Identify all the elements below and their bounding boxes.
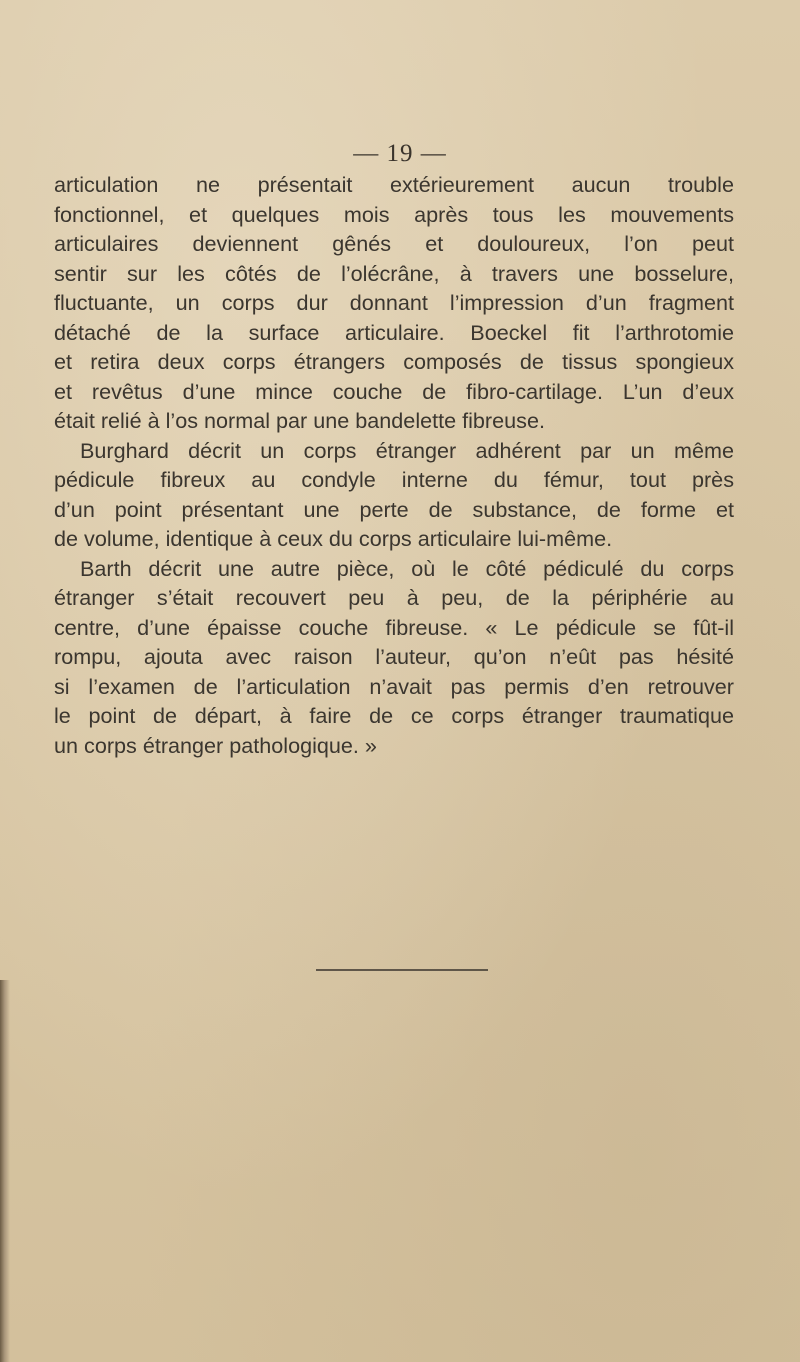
text-line: d’un point présentant une perte de substance, de forme et [54,496,734,522]
text-line: articulation ne présentait extérieurement aucun trouble [54,172,734,197]
text-line: le point de départ, à faire de ce corps étranger traumatique [54,703,734,728]
text-line: Burghard décrit un corps étranger adhérent par un même [80,437,734,463]
text-line: et retira deux corps étrangers composés de tissus spongieux [54,349,734,374]
page-edge-shadow [0,980,10,1362]
text-line: détaché de la surface articulaire. Boeckel fit l’arthrotomie [54,319,734,345]
text-line: et revêtus d’une mince couche de fibro-cartilage. L’un d’eux [54,378,734,404]
text-line: articulaires deviennent gênés et douloureux, l’on peut [54,231,734,256]
text-line: fonctionnel, et quelques mois après tous les mouvements [54,201,734,227]
text-line: rompu, ajouta avec raison l’auteur, qu’on n’eût pas hésité [54,644,734,669]
text-line: pédicule fibreux au condyle interne du fémur, tout près [54,467,734,492]
text-line: sentir sur les côtés de l’olécrâne, à travers une bosselure, [54,260,734,286]
body-text [54,170,734,760]
text-line: un corps étranger pathologique. » [54,732,377,758]
text-line: étranger s’était recouvert peu à peu, de la périphérie au [54,585,734,610]
text-line: fluctuante, un corps dur donnant l’impression d’un fragment [54,290,734,315]
text-line: de volume, identique à ceux du corps articulaire lui-même. [54,526,613,551]
text-line: Barth décrit une autre pièce, où le côté pédiculé du corps [80,555,734,581]
text-line: était relié à l’os normal par une bandelette fibreuse. [54,408,545,433]
text-line: si l’examen de l’articulation n’avait pas permis d’en retrouver [54,673,734,699]
page-number: — 19 — [353,140,447,167]
section-divider [316,969,488,971]
text-line: centre, d’une épaisse couche fibreuse. « Le pédicule se fût-il [54,614,734,640]
